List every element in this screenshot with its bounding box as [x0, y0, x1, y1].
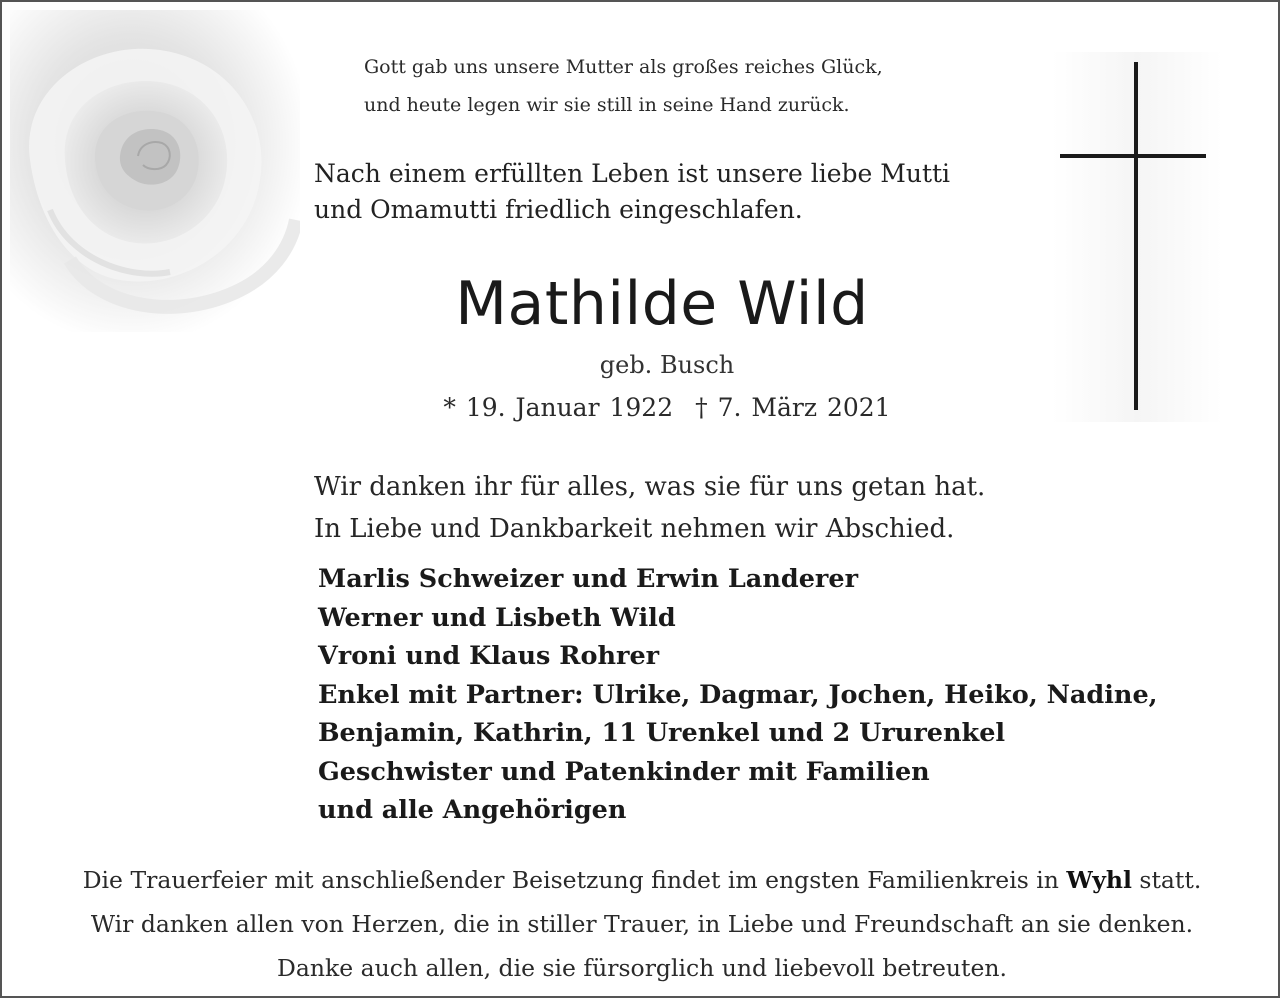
mourner-line: und alle Angehörigen [318, 795, 627, 825]
funeral-text: Die Trauerfeier mit anschließender Beisetzung findet im engsten Familienkreis in [82, 866, 1059, 894]
mourner-line: Geschwister und Patenkinder mit Familien [318, 756, 930, 787]
mourner-line: Marlis Schweizer und Erwin Landerer [318, 564, 859, 594]
funeral-info-line-1 [2, 858, 1280, 902]
funeral-info-line-3: Danke auch allen, die sie fürsorglich und liebevoll betreuten. [276, 954, 1007, 982]
funeral-place: Wyhl [1066, 866, 1132, 894]
motto-line-2: und heute legen wir sie still in seine Hand zurück. [364, 94, 850, 116]
mourner-line: Enkel mit Partner: Ulrike, Dagmar, Jochen, Heiko, Nadine, [318, 679, 1158, 710]
birth-date: * 19. Januar 1922 [443, 393, 674, 422]
funeral-text-end: statt. [1139, 866, 1202, 894]
mourner-line: Benjamin, Kathrin, 11 Urenkel und 2 Ururenkel [318, 718, 1006, 748]
death-date: † 7. März 2021 [695, 393, 891, 422]
birth-name: geb. Busch [599, 351, 735, 379]
intro-line-2: und Omamutti friedlich eingeschlafen. [314, 195, 803, 224]
mourners-list [318, 560, 1158, 830]
funeral-info-line-2: Wir danken allen von Herzen, die in stiller Trauer, in Liebe und Freundschaft an sie denken. [90, 910, 1194, 938]
thanks-line-2: In Liebe und Dankbarkeit nehmen wir Abschied. [314, 514, 955, 544]
thanks-line-1: Wir danken ihr für alles, was sie für uns getan hat. [314, 472, 986, 502]
funeral-info [2, 858, 1280, 990]
mourner-line: Vroni und Klaus Rohrer [318, 641, 660, 671]
intro-text [314, 156, 950, 228]
mourner-line: Werner und Lisbeth Wild [318, 602, 676, 633]
deceased-name: Mathilde Wild [455, 269, 869, 339]
cross-icon [1042, 52, 1232, 422]
motto-line-1: Gott gab uns unsere Mutter als großes reiches Glück, [364, 56, 883, 78]
motto-verse [364, 48, 883, 124]
intro-line-1: Nach einem erfüllten Leben ist unsere liebe Mutti [314, 159, 951, 188]
thanks-text [314, 466, 985, 550]
